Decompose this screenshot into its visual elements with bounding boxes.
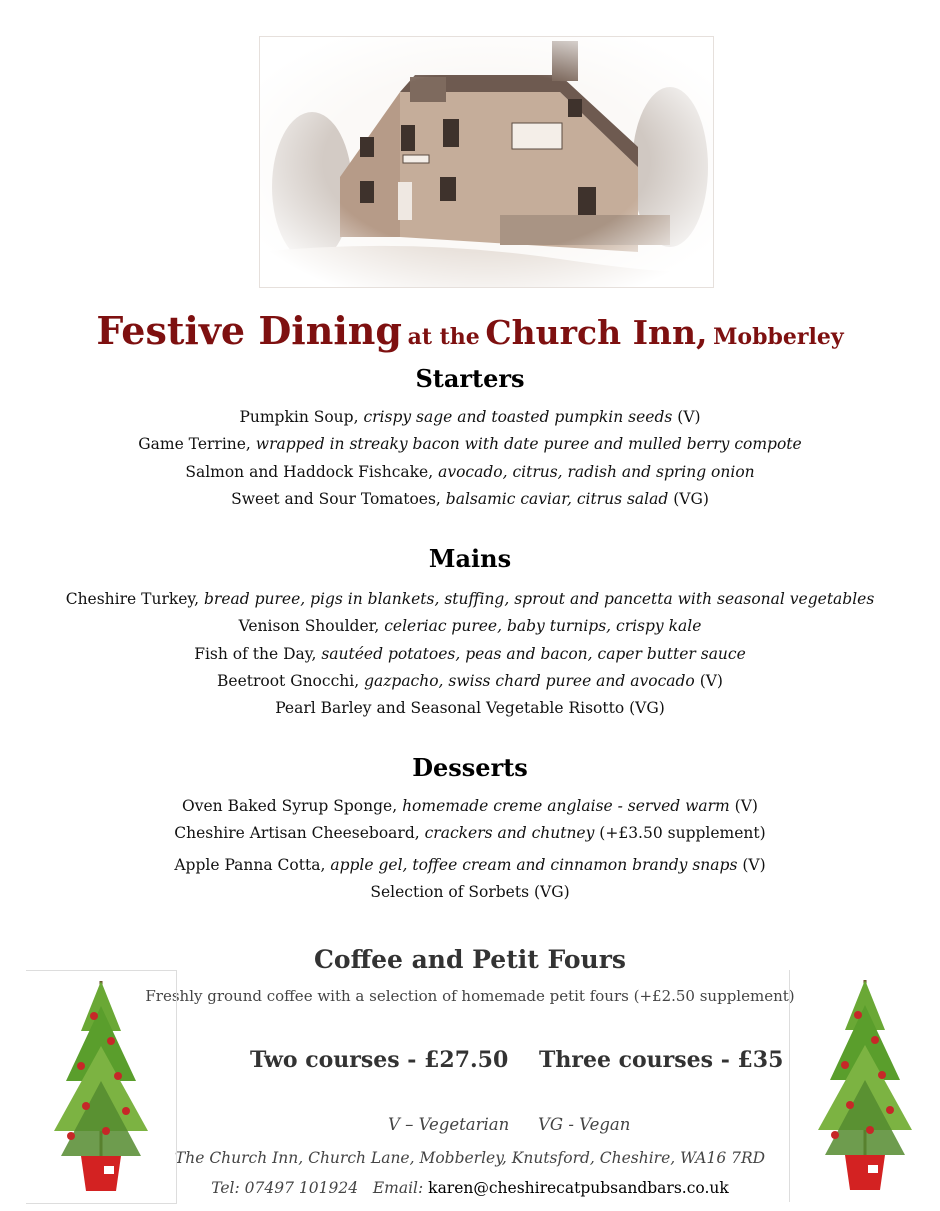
christmas-tree-icon [26,971,176,1203]
menu-item: Salmon and Haddock Fishcake, avocado, citrus, radish and spring onion [185,462,755,481]
desserts-heading: Desserts [412,753,528,782]
menu-item: Venison Shoulder, celeriac puree, baby turnips, crispy kale [238,617,702,636]
christmas-tree-icon [790,970,940,1202]
menu-item: Pearl Barley and Seasonal Vegetable Risotto (VG) [275,699,665,718]
desserts-list [0,793,940,906]
legend-vegetarian: V – Vegetarian [388,1115,510,1134]
christmas-tree-left [26,970,177,1204]
menu-item: Sweet and Sour Tomatoes, balsamic caviar, citrus salad (VG) [231,489,709,508]
tel-label: Tel: [211,1179,240,1197]
email-link[interactable]: karen@cheshirecatpubsandbars.co.uk [428,1179,729,1197]
menu-item: Pumpkin Soup, crispy sage and toasted pumpkin seeds (V) [239,408,701,426]
menu-item: Apple Panna Cotta, apple gel, toffee cream and cinnamon brandy snaps (V) [174,855,766,874]
address: The Church Inn, Church Lane, Mobberley, Knutsford, Cheshire, WA16 7RD [174,1149,766,1167]
mains-heading: Mains [428,544,512,573]
email-label: Email: [372,1179,424,1197]
menu-item: Cheshire Artisan Cheeseboard, crackers and chutney (+£3.50 supplement) [174,824,766,843]
menu-item: Cheshire Turkey, bread puree, pigs in blankets, stuffing, sprout and pancetta with seasonal vegetables [65,590,875,608]
menu-item: Beetroot Gnocchi, gazpacho, swiss chard puree and avocado (V) [217,671,723,690]
church-inn-sketch [259,36,714,288]
tel-number: 07497 101924 [244,1179,359,1197]
title-mobberley: Mobberley [713,324,844,350]
starters-heading: Starters [415,364,525,393]
coffee-heading: Coffee and Petit Fours [314,945,626,974]
title-at-the: at the [407,324,480,350]
menu-item: Game Terrine, wrapped in streaky bacon with date puree and mulled berry compote [138,435,802,454]
menu-item: Oven Baked Syrup Sponge, homemade creme anglaise - served warm (V) [182,797,758,815]
legend-vegan: VG - Vegan [538,1115,631,1134]
mains-list [0,586,940,722]
price-two-courses: Two courses - £27.50 [250,1047,509,1073]
coffee-description: Freshly ground coffee with a selection of homemade petit fours (+£2.50 supplement) [145,987,795,1005]
menu-item: Selection of Sorbets (VG) [370,882,570,901]
christmas-tree-right [789,970,940,1202]
menu-item: Fish of the Day, sautéed potatoes, peas and bacon, caper butter sauce [194,644,746,663]
church-inn-illustration [260,37,713,287]
title-church-inn: Church Inn, [485,313,708,352]
page-title [0,308,940,353]
price-three-courses: Three courses - £35 [539,1047,784,1073]
starters-list [0,404,940,513]
title-festive-dining: Festive Dining [96,308,402,353]
